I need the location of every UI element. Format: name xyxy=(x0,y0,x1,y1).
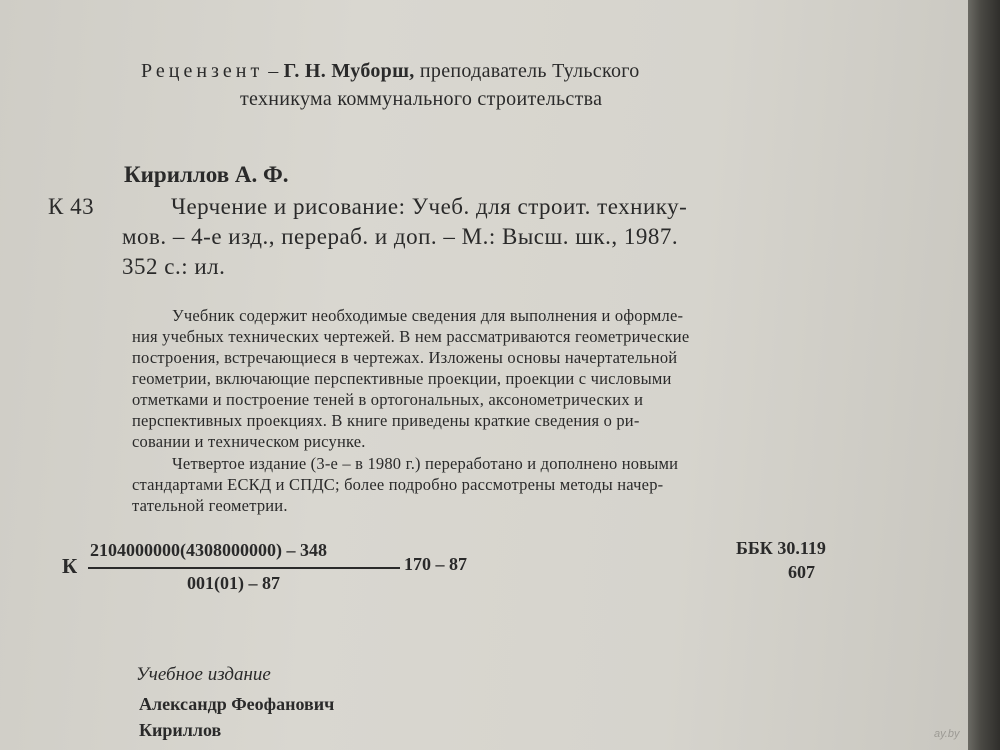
reviewer-label: Рецензент xyxy=(141,60,264,82)
entry-title-line-1: Черчение и рисование: Учеб. для строит. технику- xyxy=(171,194,688,219)
cipher-fraction-line xyxy=(88,567,400,569)
bbk-code: ББК 30.119 xyxy=(736,538,826,558)
abstract-line: тательной геометрии. xyxy=(132,496,288,515)
footer-author-last: Кириллов xyxy=(139,720,222,740)
cipher-letter: К xyxy=(62,554,78,578)
abstract-line: построения, встречающиеся в чертежах. Изложены основы начертательной xyxy=(132,348,678,367)
entry-author: Кириллов А. Ф. xyxy=(124,162,289,187)
abstract-line: геометрии, включающие перспективные проекции, проекции с числовыми xyxy=(132,369,672,388)
abstract-line: ния учебных технических чертежей. В нем рассматриваются геометрические xyxy=(132,327,690,346)
entry-code: К 43 xyxy=(48,194,95,219)
abstract-line: стандартами ЕСКД и СПДС; более подробно рассмотрены методы начер- xyxy=(132,475,664,494)
entry-title-line-2: мов. – 4-е изд., перераб. и доп. – М.: Высш. шк., 1987. xyxy=(122,224,679,249)
abstract-line: перспективных проекциях. В книге приведены краткие сведения о ри- xyxy=(132,411,640,430)
book-binding-edge xyxy=(968,0,1000,750)
reviewer-line-2: техникума коммунального строительства xyxy=(240,88,603,110)
abstract-line: Учебник содержит необходимые сведения для выполнения и оформле- xyxy=(172,306,684,325)
entry-pages: 352 с.: ил. xyxy=(122,254,226,279)
reviewer-position: преподаватель Тульского xyxy=(419,60,640,82)
reviewer-dash: – xyxy=(268,60,279,82)
abstract-line: отметками и построение теней в ортогональных, аксонометрических и xyxy=(132,390,644,409)
bbk-subcode: 607 xyxy=(788,562,815,582)
reviewer-name: Г. Н. Муборш, xyxy=(283,60,415,82)
cipher-suffix: 170 – 87 xyxy=(404,554,467,574)
watermark: ay.by xyxy=(934,728,960,740)
cipher-numerator: 2104000000(4308000000) – 348 xyxy=(90,540,327,560)
footer-author-first: Александр Феофанович xyxy=(139,694,335,714)
abstract-line: Четвертое издание (3-е – в 1980 г.) переработано и дополнено новыми xyxy=(172,454,679,473)
abstract-line: совании и техническом рисунке. xyxy=(132,432,366,451)
edition-type: Учебное издание xyxy=(136,664,271,685)
cipher-denominator: 001(01) – 87 xyxy=(187,573,280,593)
reviewer-line-1 xyxy=(141,60,640,83)
